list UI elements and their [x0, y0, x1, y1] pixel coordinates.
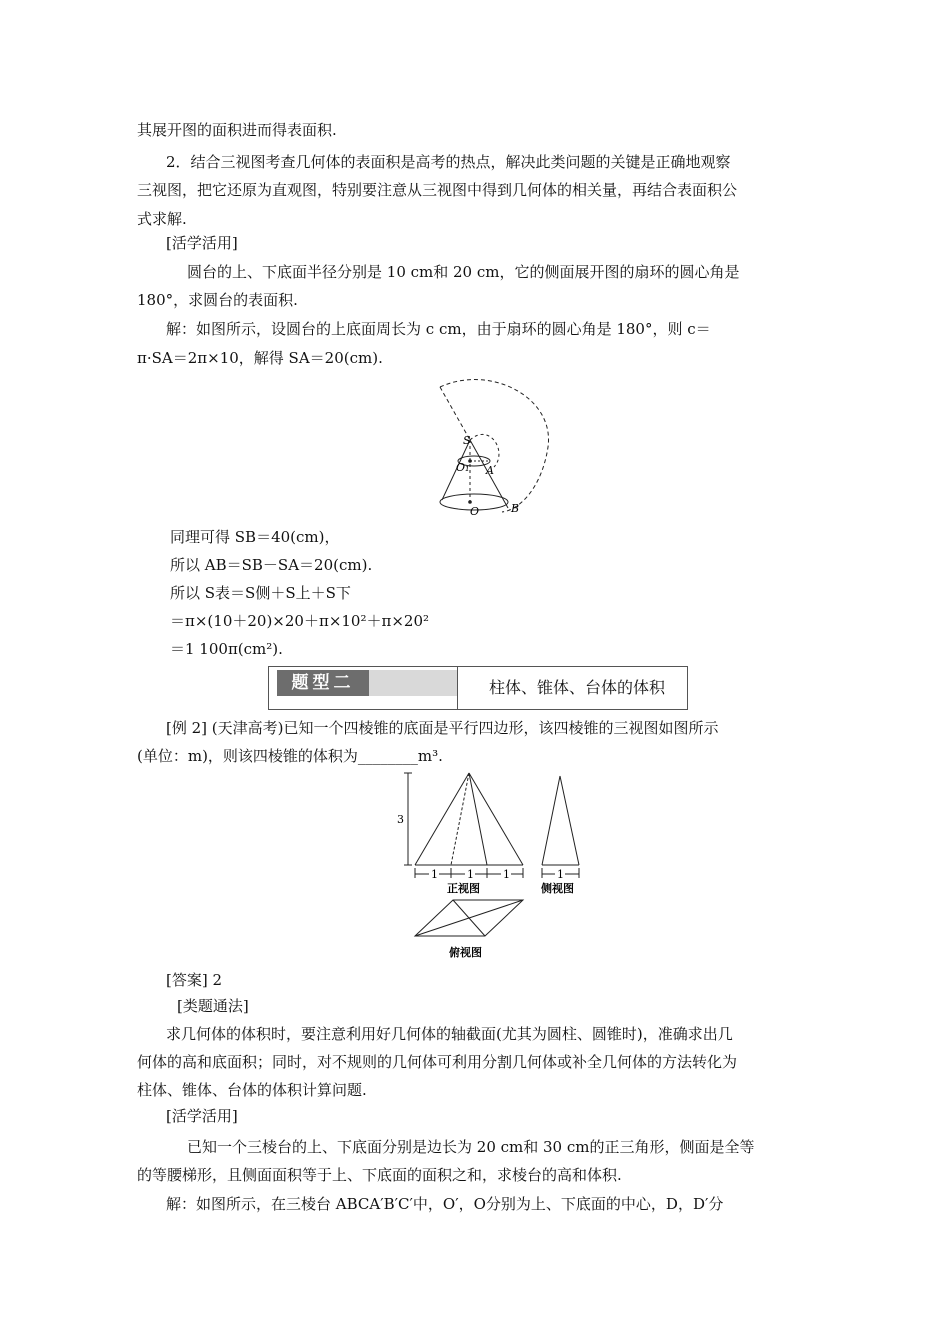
method-line: 柱体、锥体、台体的体积计算问题.: [137, 1081, 367, 1099]
practice-line: 解：如图所示，在三棱台 ABCA′B′C′中，O′，O分别为上、下底面的中心，D，D′分: [166, 1195, 724, 1213]
section-title: 柱体、锥体、台体的体积: [489, 678, 666, 697]
solution-line: 解：如图所示，设圆台的上底面周长为 c cm，由于扇环的圆心角是 180°，则 c＝: [166, 320, 711, 338]
paragraph-line: 三视图，把它还原为直观图，特别要注意从三视图中得到几何体的相关量，再结合表面积公: [137, 181, 738, 199]
example-line: (单位：m)，则该四棱锥的体积为________m³.: [137, 747, 443, 765]
practice-heading: [活学活用]: [166, 1107, 238, 1125]
section-label-strip: [369, 670, 457, 696]
three-views-figure: [395, 768, 595, 963]
front-view-caption: 正视图: [447, 882, 480, 895]
dim-label: 1: [503, 868, 510, 881]
problem-line: 圆台的上、下底面半径分别是 10 cm和 20 cm，它的侧面展开图的扇环的圆心角是: [187, 263, 740, 281]
top-view-caption: 俯视图: [449, 946, 482, 959]
problem-line: 180°，求圆台的表面积.: [137, 291, 298, 309]
label-O: O: [470, 505, 480, 518]
paragraph-line: 2．结合三视图考查几何体的表面积是高考的热点，解决此类问题的关键是正确地观察: [166, 153, 731, 171]
solution-line: π·SA＝2π×10，解得 SA＝20(cm).: [137, 349, 383, 367]
paragraph-line: 其展开图的面积进而得表面积.: [137, 121, 337, 139]
example-line: [例 2] (天津高考)已知一个四棱锥的底面是平行四边形，该四棱锥的三视图如图所示: [166, 719, 719, 737]
paragraph-line: 式求解.: [137, 210, 187, 228]
answer-line: [答案] 2: [166, 971, 223, 989]
method-heading: [类题通法]: [177, 997, 249, 1015]
section-divider: [457, 667, 458, 709]
dim-label: 1: [431, 868, 438, 881]
section-header: [268, 666, 688, 710]
solution-line: ＝1 100π(cm²).: [170, 640, 283, 658]
label-S: S: [463, 434, 471, 447]
side-view-caption: 侧视图: [541, 882, 574, 895]
label-B: B: [511, 502, 520, 515]
label-O1: O₁: [456, 461, 470, 474]
solution-line: 所以 S表＝S侧＋S上＋S下: [170, 584, 351, 602]
section-label: 题型二: [277, 670, 369, 696]
practice-line: 的等腰梯形，且侧面面积等于上、下底面的面积之和，求棱台的高和体积.: [137, 1166, 622, 1184]
solution-line: ＝π×(10＋20)×20＋π×10²＋π×20²: [170, 612, 430, 630]
height-label: 3: [397, 813, 404, 826]
method-line: 求几何体的体积时，要注意利用好几何体的轴截面(尤其为圆柱、圆锥时)，准确求出几: [166, 1025, 733, 1043]
practice-line: 已知一个三棱台的上、下底面分别是边长为 20 cm和 30 cm的正三角形，侧面是全等: [187, 1138, 755, 1156]
label-A: A: [486, 464, 494, 477]
solution-line: 所以 AB＝SB－SA＝20(cm).: [170, 556, 373, 574]
method-line: 何体的高和底面积；同时，对不规则的几何体可利用分割几何体或补全几何体的方法转化为: [137, 1053, 738, 1071]
dim-label: 1: [557, 868, 564, 881]
solution-line: 同理可得 SB＝40(cm)，: [170, 528, 340, 546]
frustum-development-figure: [430, 372, 570, 520]
practice-heading: [活学活用]: [166, 234, 238, 252]
dim-label: 1: [467, 868, 474, 881]
